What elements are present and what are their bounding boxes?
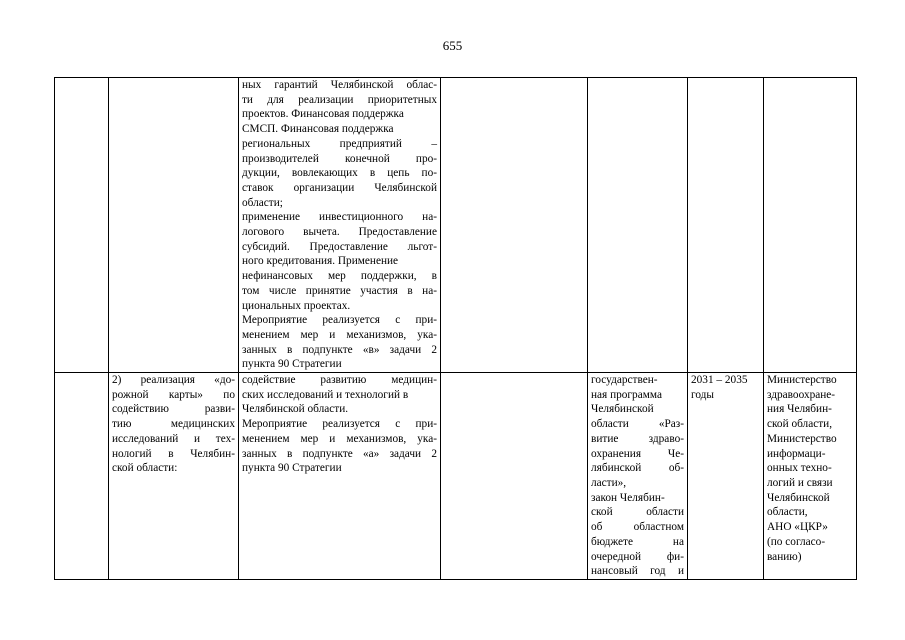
task-cell [109,373,239,580]
programs-cell [588,373,688,580]
executors-cell [764,78,857,373]
text-line: очередной фи- [591,550,684,563]
text-line: логий и связи [767,476,833,489]
text-line: пункта 90 Стратегии [242,462,342,475]
text-line: лябинской об- [591,462,684,475]
text-line: области «Раз- [591,418,684,431]
text-line: Мероприятие реализуется с при- [242,418,437,431]
indicator-cell [441,78,588,373]
indicator-cell [441,373,588,580]
measures-cell [239,373,441,580]
text-line: закон Челябин- [591,491,665,504]
number-cell [55,78,109,373]
text-line: Мероприятие реализуется с при- [242,314,437,327]
text-line: государствен- [591,374,658,387]
text-line: Челябинской [767,491,830,504]
text-line: циональных проектах. [242,299,351,312]
text-line: содействие развитию медицин- [242,374,437,387]
text-line: об областном [591,521,684,534]
text-line: занных в подпункте «а» задачи 2 [242,447,437,460]
table-row [55,373,857,580]
text-line: онных техно- [767,462,832,475]
text-line: менением мер и механизмов, ука- [242,432,437,445]
task-cell [109,78,239,373]
text-line: тию медицинских [112,418,235,431]
period-text: 2031 – 2035 годы [691,374,748,401]
table-row [55,78,857,373]
text-line: нансовый год и [591,565,684,578]
text-line: ской области [591,506,684,519]
text-line: охранения Че- [591,447,684,460]
text-line: нефинансовых мер поддержки, в [242,270,437,283]
text-line: проектов. Финансовая поддержка [242,108,404,121]
text-line: региональных предприятий – [242,137,437,150]
text-line: ставок организации Челябинской [242,181,437,194]
text-line: Челябинской области. [242,403,349,416]
period-cell [688,78,764,373]
executors-text [767,373,853,564]
measures-text [242,373,437,476]
text-line: ного кредитования. Применение [242,255,399,268]
text-line: витие здраво- [591,432,684,445]
text-line: ской области, [767,418,833,431]
text-line: АНО «ЦКР» [767,521,828,534]
text-line: ная программа [591,388,662,401]
text-line: ских исследований и технологий в [242,388,409,401]
number-cell [55,373,109,580]
text-line: Министерство [767,374,837,387]
text-line: ных гарантий Челябинской облас- [242,79,437,91]
measures-cell [239,78,441,373]
text-line: производителей конечной про- [242,152,437,165]
text-line: том числе принятие участия в на- [242,284,437,297]
text-line: нологий в Челябин- [112,447,235,460]
text-line: рожной карты» по [112,388,235,401]
text-line: области, [767,506,808,519]
text-line: бюджете на [591,535,684,548]
executors-cell [764,373,857,580]
text-line: Челябинской [591,403,654,416]
period-cell [688,373,764,580]
text-line: области; [242,196,283,209]
text-line: Министерство [767,432,837,445]
text-line: пункта 90 Стратегии [242,358,342,371]
programs-text [591,373,684,579]
strategy-table [54,77,857,580]
text-line: (по согласо- [767,535,826,548]
programs-cell [588,78,688,373]
text-line: менением мер и механизмов, ука- [242,328,437,341]
page-number: 655 [442,38,463,53]
measures-text [242,78,437,372]
text-line: ния Челябин- [767,403,832,416]
text-line: дукции, вовлекающих в цепь по- [242,167,437,180]
text-line: СМСП. Финансовая поддержка [242,123,394,136]
text-line: здравоохране- [767,388,836,401]
text-line: информаци- [767,447,826,460]
text-line: логового вычета. Предоставление [242,226,437,239]
text-line: субсидий. Предоставление льгот- [242,240,437,253]
text-line: ской области: [112,462,178,475]
text-line: применение инвестиционного на- [242,211,437,224]
text-line: 2) реализация «до- [112,374,235,387]
text-line: занных в подпункте «в» задачи 2 [242,343,437,356]
task-text [112,373,235,476]
text-line: ванию) [767,550,802,563]
text-line: ласти», [591,476,627,489]
text-line: исследований и тех- [112,432,235,445]
text-line: ти для реализации приоритетных [242,93,437,106]
text-line: содействию разви- [112,403,235,416]
